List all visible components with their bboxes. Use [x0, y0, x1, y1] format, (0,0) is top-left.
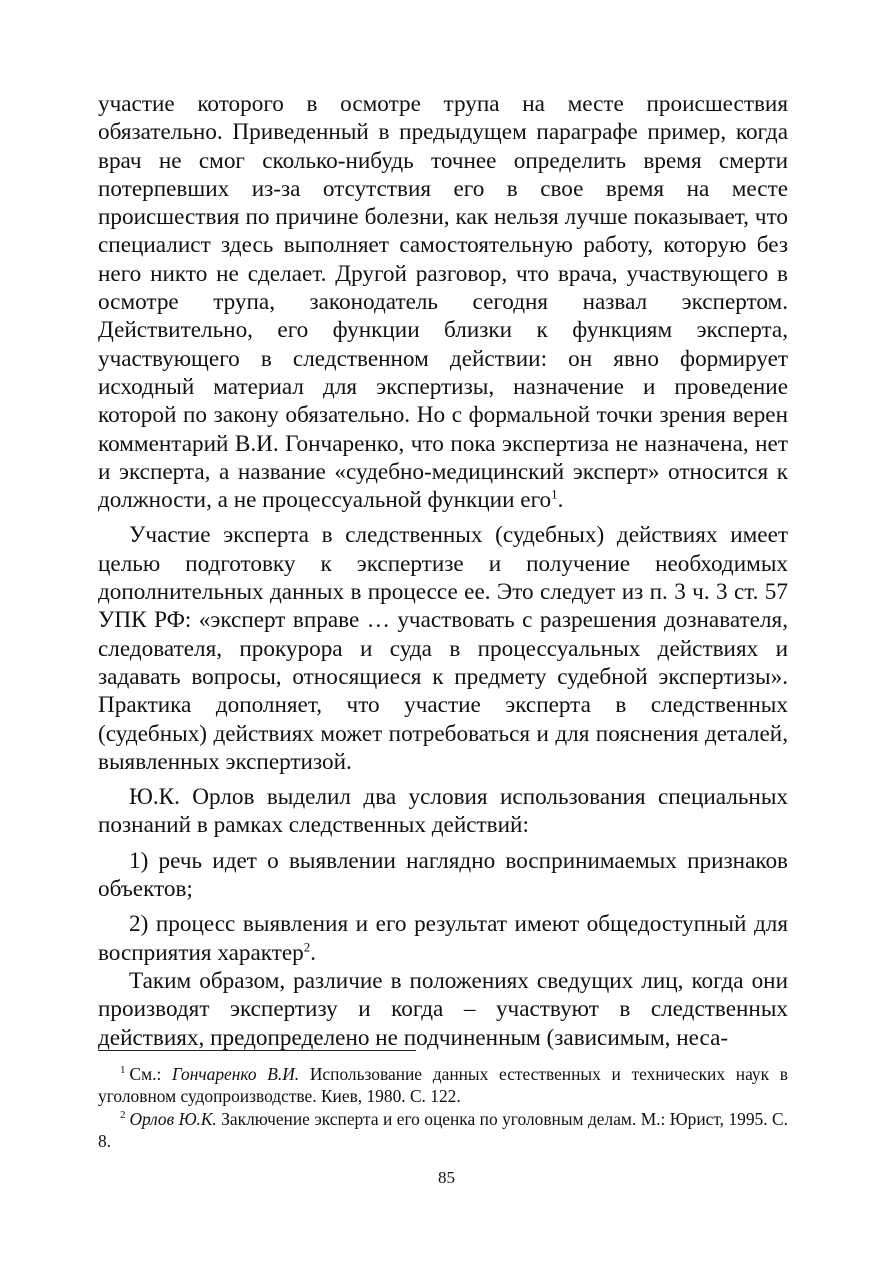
page-number: 85 [438, 1168, 455, 1187]
footnote-2-author: Орлов Ю.К. [129, 1109, 217, 1129]
footnote-1 [98, 1064, 788, 1107]
footnote-2 [98, 1109, 788, 1152]
footnote-ref-2[interactable]: 2 [303, 938, 311, 954]
page-content [98, 90, 788, 1052]
footnote-1-text: Использование данных естественных и технических наук в уголовном судопроизводстве. Киев, 1980. С. 122. [98, 1064, 788, 1106]
paragraph-3: Ю.К. Орлов выделил два условия использования специальных познаний в рамках следственных действий: [98, 784, 788, 839]
footnote-1-prefix: См.: [129, 1064, 173, 1084]
list-item-1: 1) речь идет о выявлении наглядно воспринимаемых признаков объектов; [98, 847, 788, 903]
footnote-2-text: Заключение эксперта и его оценка по уголовным делам. М.: Юрист, 1995. С. 8. [98, 1109, 788, 1151]
footnote-divider [98, 1050, 416, 1051]
paragraph-2: Участие эксперта в следственных (судебных) действиях имеет целью подготовку к экспертизе и получение необходимых дополнительных данных в процессе ее. Это следует из п. 3 ч. 3 ст. 57 УПК РФ: «эксперт вправе … участвовать с разрешения дознавателя, следователя, прокурора и суда в процессуальных действиях и задавать вопросы, относящиеся к предмету судебной экспертизы». Практика дополняет, что участие эксперта в следственных (судебных) действиях может потребоваться и для пояснения деталей, выявленных экспертизой. [98, 522, 788, 775]
footnote-ref-1[interactable]: 1 [551, 486, 558, 502]
footnote-1-mark: 1 [120, 1064, 126, 1077]
list-item-2-end: . [310, 939, 317, 966]
list-item-2 [98, 910, 788, 967]
footnote-2-mark: 2 [120, 1109, 126, 1122]
paragraph-4: Таким образом, различие в положениях сведущих лиц, когда они производят экспертизу и когда – участвуют в следственных действиях, предопределено не подчиненным (зависимым, неса- [98, 967, 788, 1051]
footnotes [98, 1064, 788, 1152]
footnote-1-author: Гончаренко В.И. [172, 1064, 300, 1084]
body-text [98, 90, 788, 1052]
paragraph-1 [98, 90, 788, 514]
list-item-2-text: 2) процесс выявления и его результат имеют общедоступный для восприятия характер [98, 911, 788, 966]
paragraph-1-text: участие которого в осмотре трупа на месте происшествия обязательно. Приведенный в предыдущем параграфе пример, когда врач не смог сколько-нибудь точнее определить время смерти потерпевших из-за отсутствия его в свое время на месте происшествия по причине болезни, как нельзя лучше показывает, что специалист здесь выполняет самостоятельную работу, которую без него никто не сделает. Другой разговор, что врача, участвующего в осмотре трупа, законодатель сегодня назвал экспертом. Действительно, его функции близки к функциям эксперта, участвующего в следственном действии: он явно формирует исходный материал для экспертизы, назначение и проведение которой по закону обязательно. Но с формальной точки зрения верен комментарий В.И. Гончаренко, что пока экспертиза не назначена, нет и эксперта, а название «судебно-медицинский эксперт» относится к должности, а не процессуальной функции его [98, 91, 788, 514]
paragraph-1-end: . [557, 487, 564, 514]
